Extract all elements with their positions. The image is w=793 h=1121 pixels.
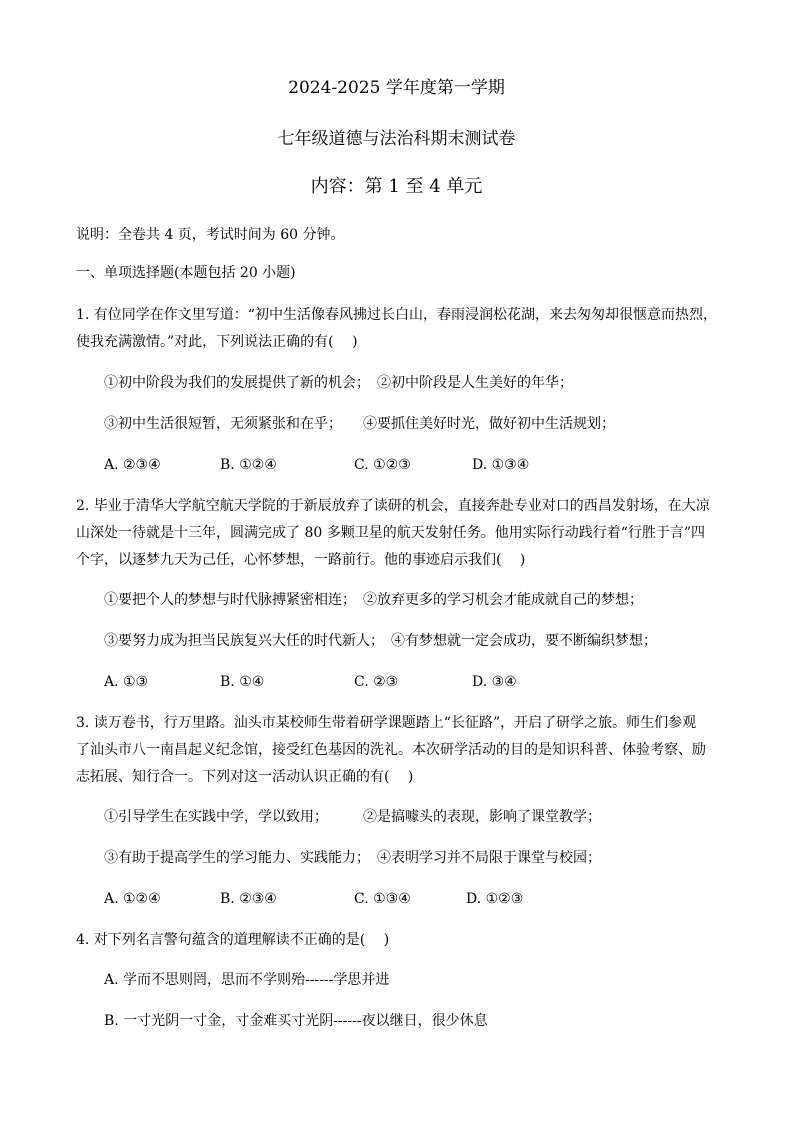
exam-title: 七年级道德与法治科期末测试卷 [277,129,516,149]
q2-statement-line-1: ①要把个人的梦想与时代脉搏紧密相连； ②放弃更多的学习机会才能成就自己的梦想； [104,592,643,608]
q1-option-a[interactable]: A. ②③④ [104,457,161,473]
q1-option-b[interactable]: B. ①②④ [220,457,277,473]
q4-option-a[interactable]: A. 学而不思则罔，思而不学则殆------学思并进 [104,972,390,988]
q3-option-a[interactable]: A. ①②④ [104,891,161,907]
q2-option-c[interactable]: C. ②③ [354,674,399,690]
exam-year-heading: 2024-2025 学年度第一学期 [288,78,505,98]
exam-scope: 内容：第 1 至 4 单元 [310,176,483,197]
q1-statement-line-1: ①初中阶段为我们的发展提供了新的机会； ②初中阶段是人生美好的年华； [104,375,573,391]
q2-stem-line-2: 山深处一待就是十三年，圆满完成了 80 多颗卫星的航天发射任务。他用实际行动践行着“行胜于言”四 [76,525,706,541]
q3-statement-line-1: ①引导学生在实践中学，学以致用； ②是搞噱头的表现，影响了课堂教学； [104,809,601,825]
q3-stem-line-2: 了汕头市八一南昌起义纪念馆，接受红色基因的洗礼。本次研学活动的目的是知识科普、体验考察、励 [76,742,706,758]
q3-option-b[interactable]: B. ②③④ [220,891,277,907]
q1-statement-line-2: ③初中生活很短暂，无须紧张和在乎； ④要抓住美好时光，做好初中生活规划； [104,416,615,432]
q2-stem-line-3: 个字，以逐梦九天为己任，心怀梦想，一路前行。他的事迹启示我们( ) [76,552,526,568]
q3-option-d[interactable]: D. ①②③ [466,891,524,907]
q2-option-a[interactable]: A. ①③ [104,674,149,690]
q3-stem-line-1: 3. 读万卷书，行万里路。汕头市某校师生带着研学课题踏上“长征路”，开启了研学之旅。师生们参观 [76,715,697,731]
q1-option-c[interactable]: C. ①②③ [354,457,411,473]
q2-option-b[interactable]: B. ①④ [220,674,265,690]
q2-stem-line-1: 2. 毕业于清华大学航空航天学院的于新辰放弃了读研的机会，直接奔赴专业对口的西昌发射场，在大凉 [76,498,710,514]
q3-option-c[interactable]: C. ①③④ [354,891,411,907]
q1-option-d[interactable]: D. ①③④ [472,457,530,473]
exam-note: 说明：全卷共 4 页，考试时间为 60 分钟。 [76,227,345,243]
q1-stem-line-2: 使我充满激情。”对此，下列说法正确的有( ) [76,334,358,350]
q4-option-b[interactable]: B. 一寸光阴一寸金，寸金难买寸光阴------夜以继日，很少休息 [104,1013,488,1029]
q4-stem: 4. 对下列名言警句蕴含的道理解读不正确的是( ) [76,932,390,948]
section-heading: 一、单项选择题(本题包括 20 小题) [76,265,296,281]
q3-stem-line-3: 志拓展、知行合一。下列对这一活动认识正确的有( ) [76,769,414,785]
q3-statement-line-2: ③有助于提高学生的学习能力、实践能力； ④表明学习并不局限于课堂与校园； [104,850,601,866]
q2-option-d[interactable]: D. ③④ [472,674,517,690]
q1-stem-line-1: 1. 有位同学在作文里写道：“初中生活像春风拂过长白山，春雨浸润松花湖，来去匆匆却很惬意而热烈， [76,307,717,323]
q2-statement-line-2: ③要努力成为担当民族复兴大任的时代新人； ④有梦想就一定会成功，要不断编织梦想； [104,633,657,649]
